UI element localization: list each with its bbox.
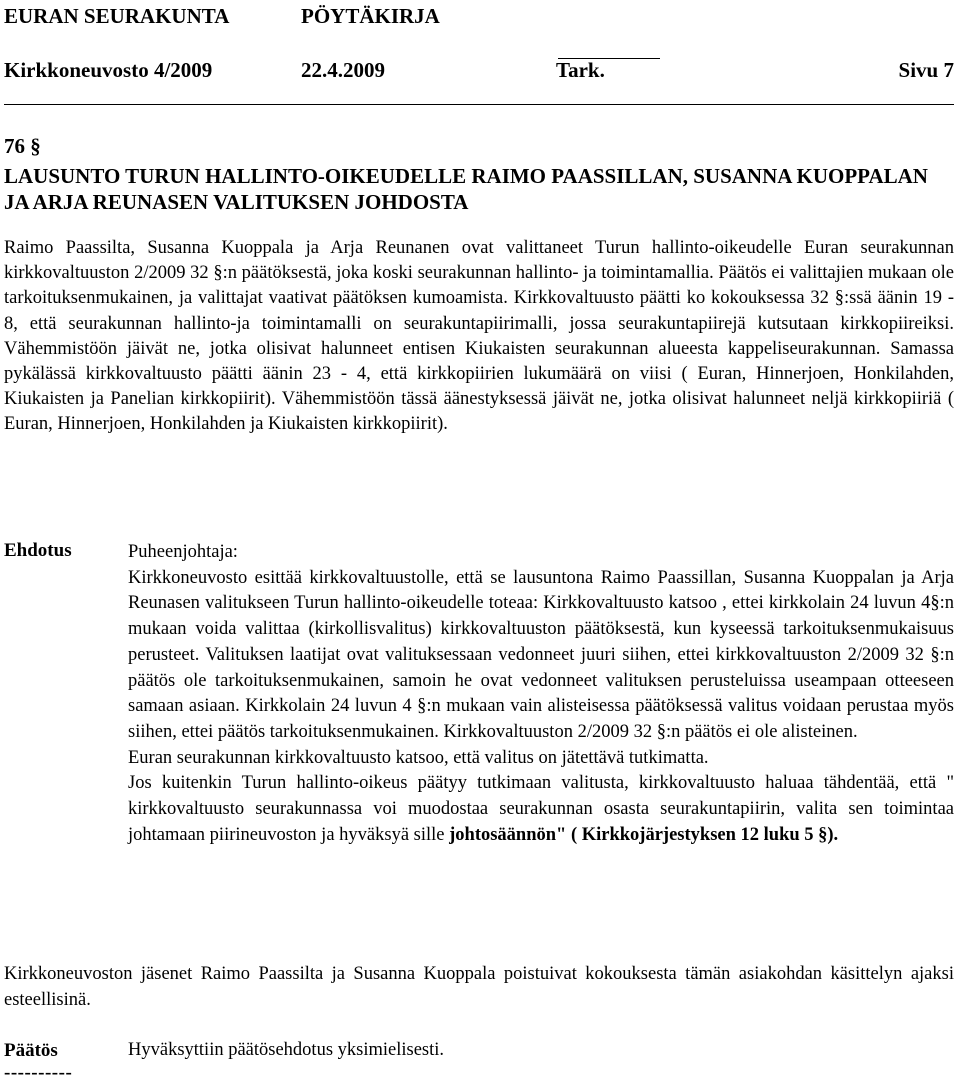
proposal-block (128, 540, 954, 848)
proposal-text: Kirkkoneuvosto esittää kirkkovaltuustolle, että se lausuntona Raimo Paassillan, Susanna Kuoppalan ja Arja Reunasen valitukseen Turun hallinto-oikeudelle toteaa: Kirkkovaltuusto katsoo , ettei kirkkolain 24 luvun 4§:n mukaan voida valittaa (kirkollisvalitus) kirkkovaltuuston päätöksestä, kun kyseessä tarkoituksenmukaisuus perusteet. Valituksen laatijat ovat valituksessaan vedonneet juuri siihen, ettei kirkkovaltuuston 2/2009 32 §:n päätös ole tarkoituksenmukainen, samoin he ovat vedonneet valituksen perusteluissa useampaan otteeseen samaan asiaan. Kirkkolain 24 luvun 4 §:n mukaan vain alisteisessa päätöksessä valitus voidaan perustaa myös siihen, ettei päätös tarkoituksenmukainen. Kirkkovaltuuston 2/2009 32 §:n päätös ei ole alisteinen. (128, 567, 954, 742)
decision-text: Hyväksyttiin päätösehdotus yksimielisesti. (128, 1040, 445, 1060)
proposal-line: Euran seurakunnan kirkkovaltuusto katsoo, että valitus on jätettävä tutkimatta. (128, 747, 709, 768)
meeting-date: 22.4.2009 (301, 58, 385, 82)
signature-line (568, 58, 660, 59)
document-header (4, 4, 440, 29)
intro-paragraph: Raimo Paassilta, Susanna Kuoppala ja Arja Reunanen ovat valittaneet Turun hallinto-oikeudelle Euran seurakunnan kirkkovaltuuston 2/2009 32 §:n päätöksestä, joka koski seurakunnan hallinto- ja toimintamallia. Päätös ei valittajien mukaan ole tarkoituksenmukainen, ja valittajat vaativat päätöksen kumoamista. Kirkkovaltuusto päätti ko kokouksessa 32 §:ssä äänin 19 - 8, että seurakunnan hallinto-ja toimintamalli on seurakuntapiirimalli, jossa seurakuntapiirejä kutsutaan kirkkopiireiksi. Vähemmistöön jäivät ne, jotka olisivat halunneet entisen Kiukaisten seurakunnan alueesta kappeliseurakunnan. Samassa pykälässä kirkkovaltuusto päätti äänin 23 - 4, että kirkkopiirien lukumäärä on viisi ( Euran, Hinnerjoen, Honkilahden, Kiukaisten ja Panelian kirkkopiirit). Vähemmistöön tässä äänestyksessä jäivät ne, jotka olisivat halunneet neljä kirkkopiiriä ( Euran, Hinnerjoen, Honkilahden ja Kiukaisten kirkkopiirit). (4, 238, 954, 435)
section-title: LAUSUNTO TURUN HALLINTO-OIKEUDELLE RAIMO PAASSILLAN, SUSANNA KUOPPALAN JA ARJA REUNASEN VALITUKSEN JOHDOSTA (4, 164, 928, 214)
proposal-label: Ehdotus (4, 540, 72, 561)
page-number: Sivu 7 (898, 58, 954, 82)
separator: ---------- (4, 1062, 73, 1083)
checked-label: Tark. (556, 58, 605, 82)
proposal-bold-end: johtosäännön" ( Kirkkojärjestyksen 12 luku 5 §). (449, 824, 839, 845)
organization-name: EURAN SEURAKUNTA (4, 4, 230, 28)
header-divider (4, 104, 954, 105)
section-number: 76 § (4, 134, 41, 158)
absence-note: Kirkkoneuvoston jäsenet Raimo Paassilta ja Susanna Kuoppala poistuivat kokouksesta tämän asiakohdan käsittelyn ajaksi esteellisinä. (4, 964, 954, 1010)
proposal-head: Puheenjohtaja: (128, 542, 238, 562)
proposal-line: Jos kuitenkin Turun hallinto-oikeus päätyy tutkimaan valitusta, kirkkovaltuusto haluaa tähdentää, että " kirkkovaltuusto seurakunnassa voi muodostaa seurakunnan osasta seurakuntapiirin, valita sen toimintaa johtamaan piirineuvoston ja hyväksyä sille (128, 773, 954, 845)
meeting-name: Kirkkoneuvosto 4/2009 (4, 58, 213, 82)
document-type: PÖYTÄKIRJA (301, 4, 440, 28)
decision-label: Päätös (4, 1040, 58, 1061)
